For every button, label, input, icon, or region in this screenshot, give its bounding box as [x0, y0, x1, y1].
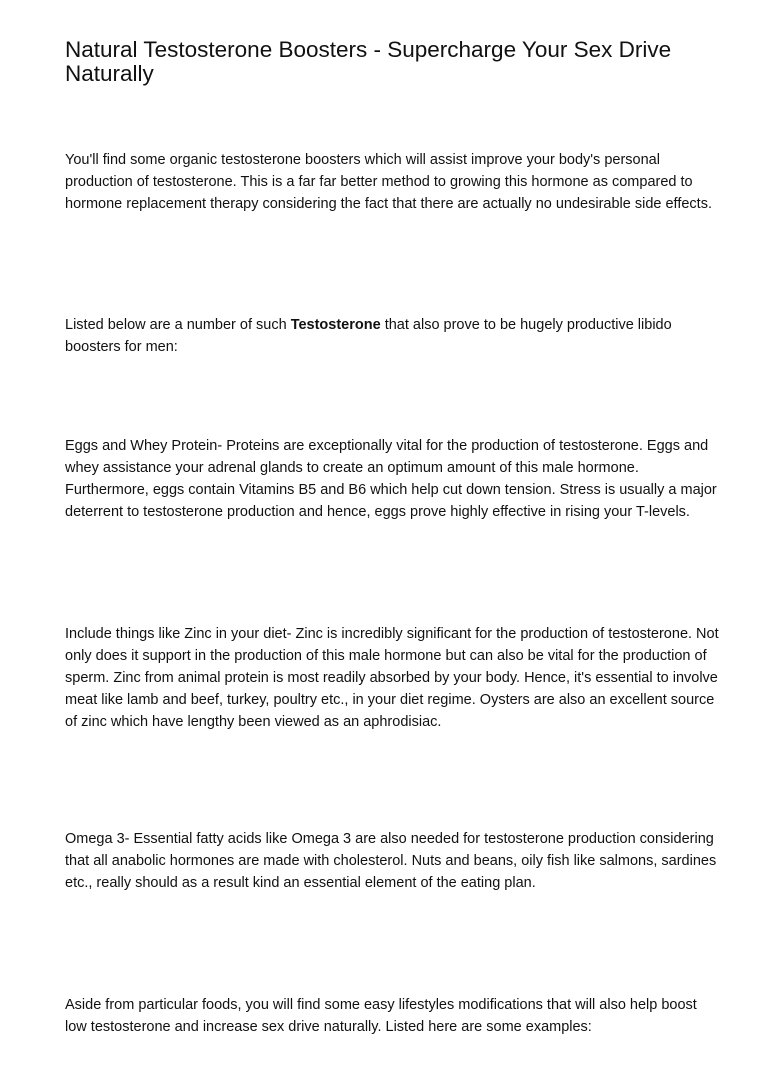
listed-text-after: that also prove to be hugely productive libido boosters for men: — [65, 317, 672, 355]
omega-paragraph: Omega 3- Essential fatty acids like Omega 3 are also needed for testosterone production considering that all anabolic hormones are made with cholesterol. Nuts and beans, oily fish like salmons, sardines etc., really should as a result kind an essential element of the eating plan. — [65, 831, 717, 891]
listed-text-before: Listed below are a number of such — [65, 317, 291, 333]
intro-paragraph: You'll find some organic testosterone boosters which will assist improve your body's personal production of testosterone. This is a far far better method to growing this hormone as compared to hormone replacement therapy considering the fact that there are actually no undesirable side effects. — [65, 152, 712, 212]
zinc-paragraph: Include things like Zinc in your diet- Zinc is incredibly significant for the production of testosterone. Not only does it support in the production of this male hormone but can also be vital for the production of sperm. Zinc from animal protein is most readily absorbed by your body. Hence, it's essential to involve meat like lamb and beef, turkey, poultry etc., in your diet regime. Oysters are also an excellent source of zinc which have lengthy been viewed as an aphrodisiac. — [65, 626, 719, 730]
listed-paragraph — [65, 314, 720, 358]
testosterone-emphasis: Testosterone — [290, 317, 381, 333]
lifestyle-paragraph: Aside from particular foods, you will find some easy lifestyles modifications that will also help boost low testosterone and increase sex drive naturally. Listed here are some examples: — [65, 997, 697, 1035]
eggs-paragraph: Eggs and Whey Protein- Proteins are exceptionally vital for the production of testosterone. Eggs and whey assistance your adrenal glands to create an optimum amount of this male hormone. Furthermore, eggs contain Vitamins B5 and B6 which help cut down tension. Stress is usually a major deterrent to testosterone production and hence, eggs prove highly effective in rising your T-levels. — [65, 438, 717, 520]
document-title: Natural Testosterone Boosters - Supercharge Your Sex Drive Naturally — [65, 37, 672, 86]
